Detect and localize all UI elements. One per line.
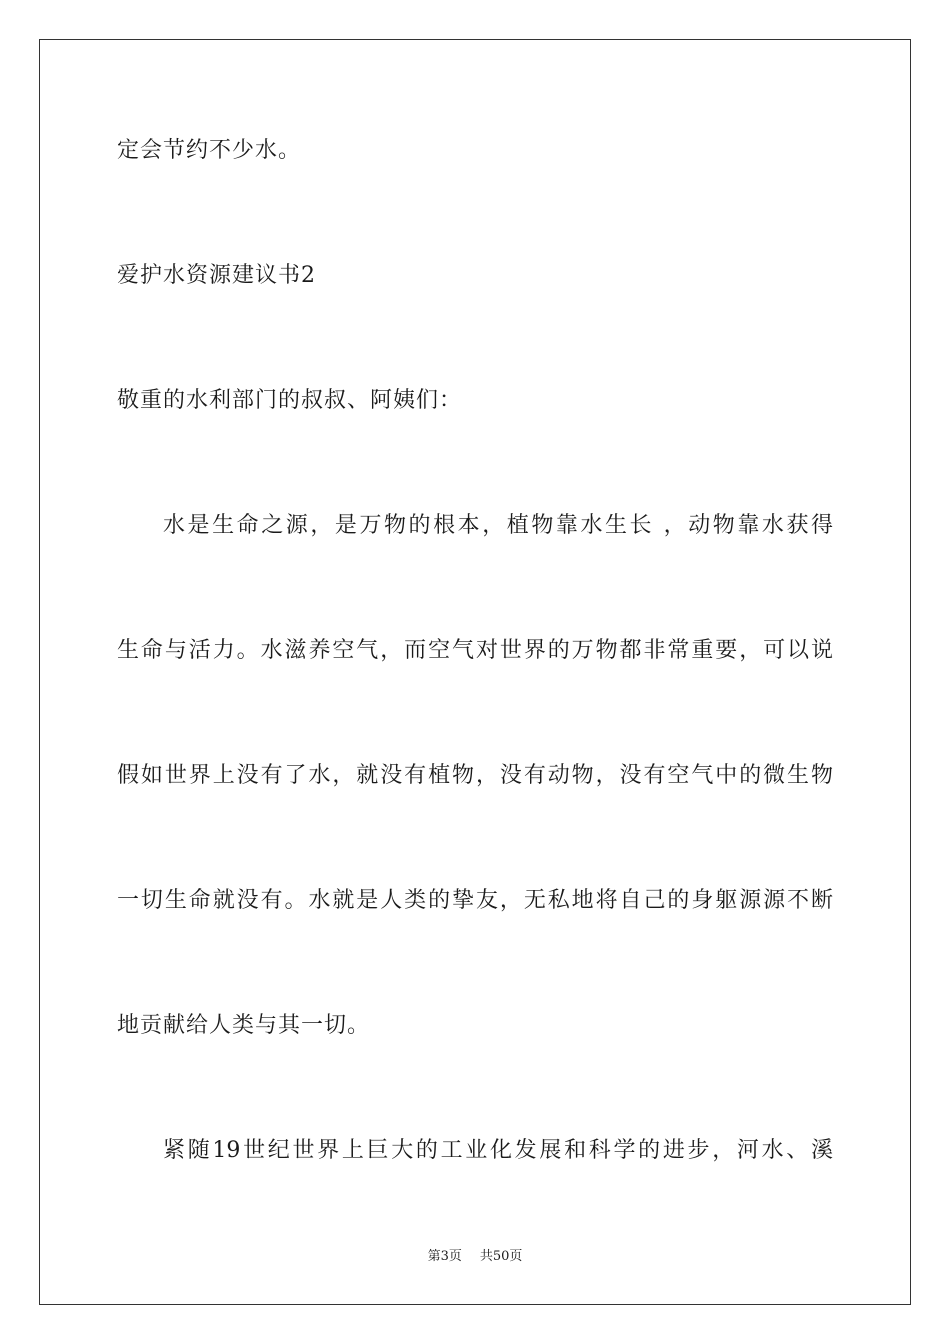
paragraph-line: 定会节约不少水。 <box>117 138 302 163</box>
salutation: 敬重的水利部门的叔叔、阿姨们： <box>117 388 463 413</box>
paragraph-line: 生命与活力。水滋养空气，而空气对世界的万物都非常重要，可以说 <box>117 638 833 663</box>
page-border <box>39 39 911 1305</box>
paragraph-line: 水是生命之源，是万物的根本，植物靠水生长 ，动物靠水获得 <box>163 513 833 538</box>
paragraph-line: 一切生命就没有。水就是人类的挚友，无私地将自己的身躯源源不断 <box>117 888 833 913</box>
page-total: 共50页 <box>479 1249 523 1264</box>
section-heading: 爱护水资源建议书2 <box>117 263 316 288</box>
page-number: 第3页 <box>427 1249 462 1264</box>
paragraph-line: 地贡献给人类与其一切。 <box>117 1013 371 1038</box>
paragraph-line: 假如世界上没有了水，就没有植物，没有动物，没有空气中的微生物 <box>117 763 833 788</box>
page-footer <box>0 1249 950 1265</box>
paragraph-line: 紧随19世纪世界上巨大的工业化发展和科学的进步，河水、溪 <box>163 1138 833 1163</box>
